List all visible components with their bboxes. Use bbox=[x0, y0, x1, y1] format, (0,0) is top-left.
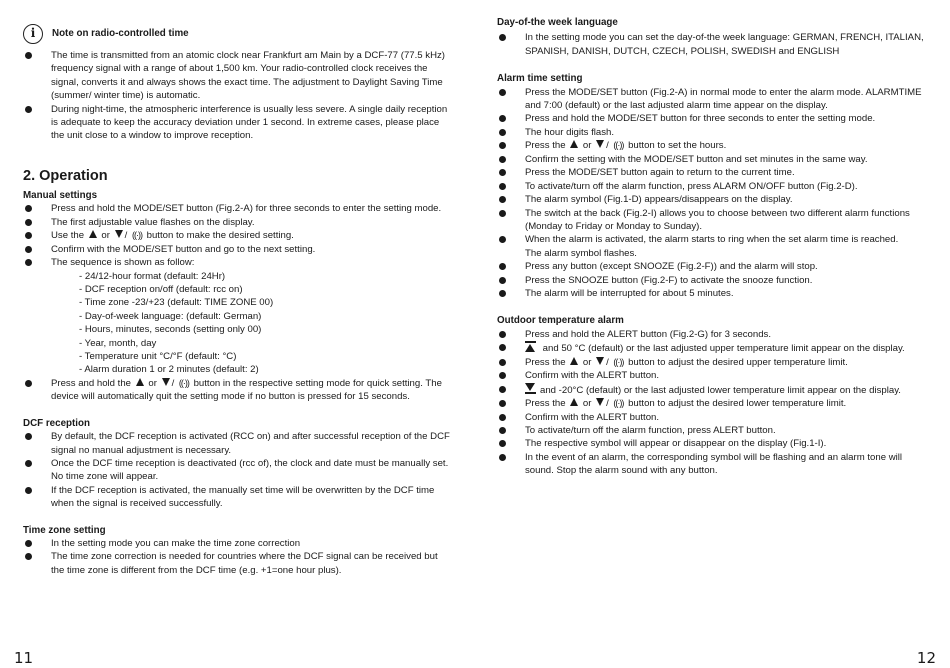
page-number: 12 bbox=[916, 648, 936, 667]
time-zone-heading: Time zone setting bbox=[23, 524, 106, 536]
list-item: The first adjustable value flashes on the display. bbox=[23, 216, 453, 229]
sequence-item: - Alarm duration 1 or 2 minutes (default: 2) bbox=[79, 364, 259, 376]
right-page bbox=[475, 0, 950, 668]
list-item: Press the or / ((·)) button to adjust the desired upper temperature limit. bbox=[497, 356, 927, 370]
list-item: Confirm the setting with the MODE/SET button and set minutes in the same way. bbox=[497, 153, 927, 166]
bullet-icon bbox=[499, 454, 506, 461]
list-item: Press and hold the or / ((·)) button in the respective setting mode for quick setting. The device will automatically quit the setting mode if no button is pressed for 15 seconds. bbox=[23, 377, 453, 404]
bullet-icon bbox=[499, 236, 506, 243]
manual-settings-heading: Manual settings bbox=[23, 189, 98, 201]
bullet-icon bbox=[499, 400, 506, 407]
bullet-icon bbox=[499, 290, 506, 297]
list-item: Press the or / ((·)) button to adjust the desired lower temperature limit. bbox=[497, 397, 927, 411]
bullet-icon bbox=[499, 359, 506, 366]
sequence-item: - DCF reception on/off (default: rcc on) bbox=[79, 283, 243, 295]
page-number: 11 bbox=[14, 648, 34, 667]
list-item: Press any button (except SNOOZE (Fig.2-F)) and the alarm will stop. bbox=[497, 260, 927, 273]
sequence-item: - Year, month, day bbox=[79, 337, 157, 349]
list-item: In the setting mode you can set the day-of-the week language: GERMAN, FRENCH, ITALIAN, SPANISH, DANISH, DUTCH, CZECH, POLISH, SWEDISH and ENGLISH bbox=[497, 31, 927, 58]
section-title: 2. Operation bbox=[23, 167, 108, 184]
quick-setting-list bbox=[23, 377, 453, 404]
radio-signal-icon: ((·)) bbox=[131, 230, 142, 241]
sequence-item: - Day-of-week language: (default: German) bbox=[79, 310, 262, 322]
bullet-icon bbox=[25, 205, 32, 212]
list-item: The time is transmitted from an atomic clock near Frankfurt am Main by a DCF-77 (77.5 kHz) frequency signal with a range of about 1,500 km. Your radio-controlled clock receives the signal, converts it and always shows the exact time. The adjustment to Daylight Saving Time (summer/ winter time) is automatic. bbox=[23, 49, 453, 103]
outdoor-alarm-list bbox=[497, 328, 927, 478]
bullet-icon bbox=[499, 344, 506, 351]
bullet-icon bbox=[499, 183, 506, 190]
list-item: To activate/turn off the alarm function, press ALARM ON/OFF button (Fig.2-D). bbox=[497, 180, 927, 193]
radio-signal-icon: ((·)) bbox=[613, 140, 624, 151]
bullet-icon bbox=[499, 277, 506, 284]
list-item: Press and hold the ALERT button (Fig.2-G) for 3 seconds. bbox=[497, 328, 927, 341]
alarm-time-heading: Alarm time setting bbox=[497, 73, 583, 85]
day-of-week-list bbox=[497, 31, 927, 58]
list-item: Confirm with the ALERT button. bbox=[497, 369, 927, 382]
list-item: Press the SNOOZE button (Fig.2-F) to activate the snooze function. bbox=[497, 274, 927, 287]
radio-signal-icon: ((·)) bbox=[613, 398, 624, 409]
list-item: The time zone correction is needed for countries where the DCF signal can be received but the time zone is different from the DCF time (e.g. +1=one hour plus). bbox=[23, 550, 453, 577]
down-arrow-icon bbox=[596, 357, 604, 365]
bullet-icon bbox=[499, 129, 506, 136]
list-item: If the DCF reception is activated, the manually set time will be overwritten by the DCF time when the signal is received successfully. bbox=[23, 484, 453, 511]
up-arrow-icon bbox=[136, 378, 144, 386]
bullet-icon bbox=[499, 263, 506, 270]
list-item: In the setting mode you can make the time zone correction bbox=[23, 537, 453, 550]
dcf-reception-heading: DCF reception bbox=[23, 417, 90, 429]
list-item: The switch at the back (Fig.2-I) allows you to choose between two different alarm functions (Monday to Friday or Monday to Sunday). bbox=[497, 207, 927, 234]
list-item: Use the or / ((·)) button to make the desired setting. bbox=[23, 229, 453, 243]
list-item: Confirm with the MODE/SET button and go to the next setting. bbox=[23, 243, 453, 256]
bullet-icon bbox=[25, 106, 32, 113]
bullet-icon bbox=[25, 540, 32, 547]
radio-signal-icon: ((·)) bbox=[178, 377, 189, 388]
note-header bbox=[23, 22, 453, 46]
list-item: Once the DCF time reception is deactivated (rcc of), the clock and date must be manually set. No time zone will appear. bbox=[23, 457, 453, 484]
list-item: Press the MODE/SET button (Fig.2-A) in normal mode to enter the alarm mode. ALARMTIME and 7:00 (default) or the last adjusted alarm time appear on the display. bbox=[497, 86, 927, 113]
sequence-item: - Hours, minutes, seconds (setting only 00) bbox=[79, 324, 262, 336]
bullet-icon bbox=[25, 52, 32, 59]
up-arrow-icon bbox=[570, 398, 578, 406]
sequence-item: - Temperature unit °C/°F (default: °C) bbox=[79, 350, 237, 362]
bullet-icon bbox=[499, 386, 506, 393]
bullet-icon bbox=[25, 553, 32, 560]
bullet-icon bbox=[25, 232, 32, 239]
list-item: The sequence is shown as follow: bbox=[23, 256, 453, 269]
lower-limit-icon bbox=[525, 383, 536, 394]
left-column bbox=[23, 22, 453, 577]
list-item: Press and hold the MODE/SET button (Fig.2-A) for three seconds to enter the setting mode. bbox=[23, 202, 453, 215]
bullet-icon bbox=[499, 142, 506, 149]
bullet-icon bbox=[499, 331, 506, 338]
outdoor-alarm-heading: Outdoor temperature alarm bbox=[497, 315, 624, 327]
list-item: To activate/turn off the alarm function, press ALERT button. bbox=[497, 424, 927, 437]
list-item: The respective symbol will appear or disappear on the display (Fig.1-I). bbox=[497, 437, 927, 450]
list-item: The alarm symbol (Fig.1-D) appears/disappears on the display. bbox=[497, 193, 927, 206]
bullet-icon bbox=[25, 380, 32, 387]
sequence-item: - 24/12-hour format (default: 24Hr) bbox=[79, 270, 226, 282]
bullet-icon bbox=[499, 427, 506, 434]
sequence-list bbox=[23, 270, 453, 377]
up-arrow-icon bbox=[570, 140, 578, 148]
list-item: Press and hold the MODE/SET button for three seconds to enter the setting mode. bbox=[497, 112, 927, 125]
bullet-icon bbox=[25, 460, 32, 467]
bullet-icon bbox=[25, 433, 32, 440]
upper-limit-icon bbox=[525, 341, 536, 352]
note-title: Note on radio-controlled time bbox=[52, 28, 189, 40]
list-item: Confirm with the ALERT button. bbox=[497, 411, 927, 424]
list-item: Press the or / ((·)) button to set the hours. bbox=[497, 139, 927, 153]
list-item: During night-time, the atmospheric interference is usually less severe. A single daily reception is adequate to keep the accuracy deviation under 1 second. In extreme cases, please place the unit close to a window to improve reception. bbox=[23, 103, 453, 143]
list-item: and 50 °C (default) or the last adjusted upper temperature limit appear on the display. bbox=[497, 341, 927, 355]
bullet-icon bbox=[499, 89, 506, 96]
list-item: The alarm will be interrupted for about 5 minutes. bbox=[497, 287, 927, 300]
list-item: By default, the DCF reception is activated (RCC on) and after successful reception of the DCF signal no manual adjustment is necessary. bbox=[23, 430, 453, 457]
bullet-icon bbox=[499, 196, 506, 203]
right-column bbox=[497, 16, 927, 478]
list-item: When the alarm is activated, the alarm starts to ring when the set alarm time is reached. The alarm symbol flashes. bbox=[497, 233, 927, 260]
time-zone-list bbox=[23, 537, 453, 577]
bullet-icon bbox=[25, 219, 32, 226]
bullet-icon bbox=[499, 414, 506, 421]
bullet-icon bbox=[499, 34, 506, 41]
down-arrow-icon bbox=[596, 140, 604, 148]
down-arrow-icon bbox=[596, 398, 604, 406]
alarm-time-list bbox=[497, 86, 927, 301]
up-arrow-icon bbox=[89, 230, 97, 238]
list-item: The hour digits flash. bbox=[497, 126, 927, 139]
list-item: and -20°C (default) or the last adjusted lower temperature limit appear on the display. bbox=[497, 383, 927, 397]
bullet-icon bbox=[499, 115, 506, 122]
bullet-icon bbox=[499, 372, 506, 379]
down-arrow-icon bbox=[162, 378, 170, 386]
radio-signal-icon: ((·)) bbox=[613, 356, 624, 367]
bullet-icon bbox=[25, 487, 32, 494]
dcf-reception-list bbox=[23, 430, 453, 510]
list-item: In the event of an alarm, the corresponding symbol will be flashing and an alarm tone will sound. Stop the alarm sound with any button. bbox=[497, 451, 927, 478]
info-icon: i bbox=[23, 24, 43, 44]
sequence-item: - Time zone -23/+23 (default: TIME ZONE 00) bbox=[79, 297, 274, 309]
bullet-icon bbox=[25, 246, 32, 253]
bullet-icon bbox=[499, 156, 506, 163]
bullet-icon bbox=[499, 440, 506, 447]
day-of-week-heading: Day-of-the week language bbox=[497, 17, 618, 28]
bullet-icon bbox=[499, 169, 506, 176]
up-arrow-icon bbox=[570, 357, 578, 365]
manual-settings-list bbox=[23, 202, 453, 269]
bullet-icon bbox=[499, 210, 506, 217]
list-item: Press the MODE/SET button again to return to the current time. bbox=[497, 166, 927, 179]
note-list bbox=[23, 49, 453, 143]
down-arrow-icon bbox=[115, 230, 123, 238]
bullet-icon bbox=[25, 259, 32, 266]
